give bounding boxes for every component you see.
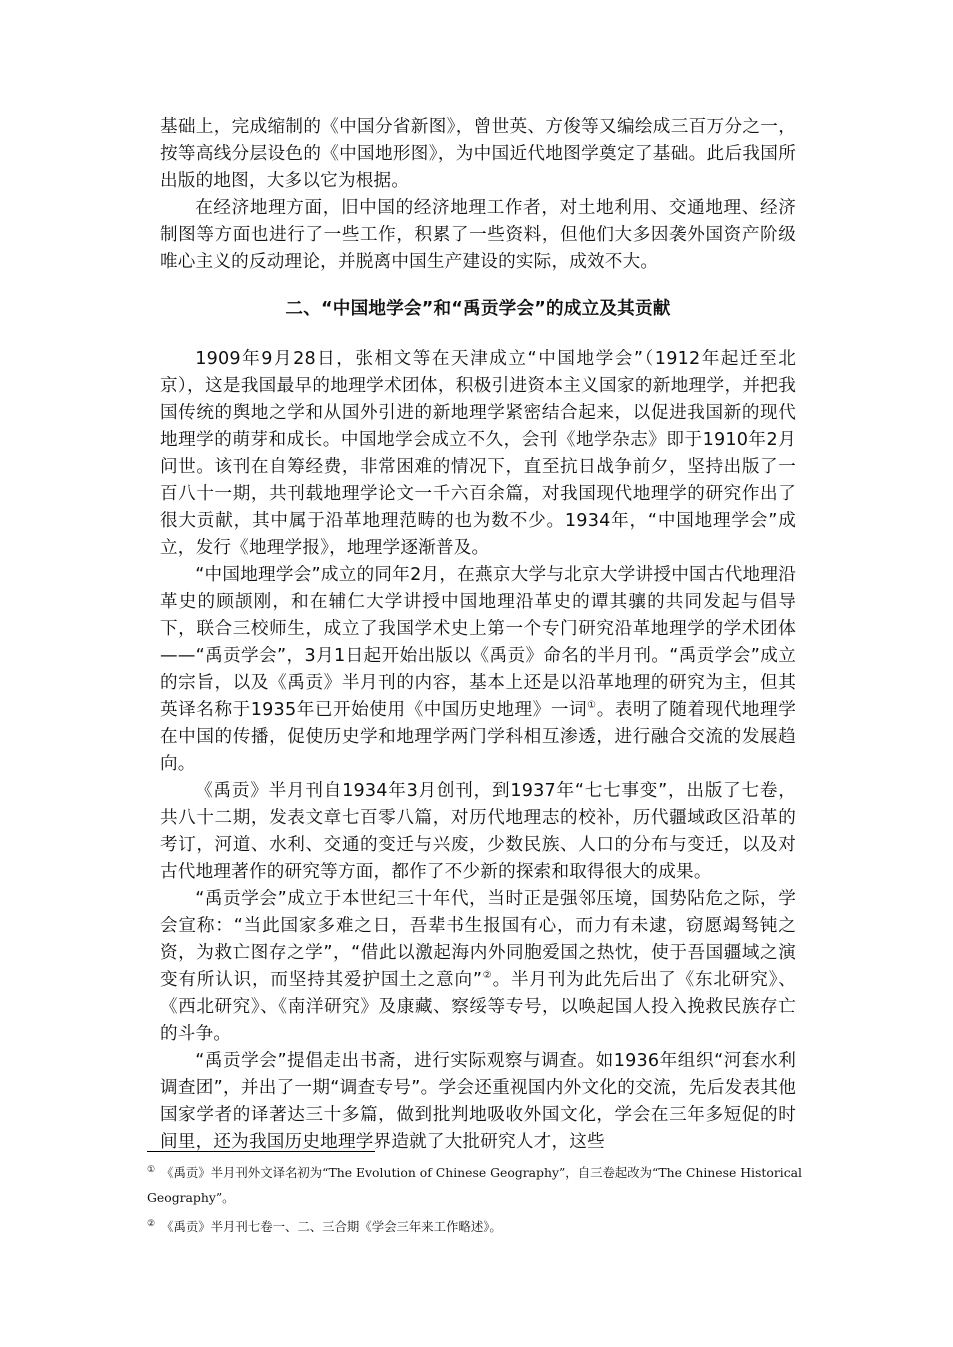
body-text xyxy=(160,114,796,1156)
paragraph-text: “禹贡学会”成立于本世纪三十年代，当时正是强邻压境，国势阽危之际，学会宣称：“当此国家多难之日，吾辈书生报国有心，而力有未逮，窃愿竭驽钝之资，为救亡图存之学”，“借此以激起海内外同胞爱国之热忱，使于吾国疆域之演变有所认识，而坚持其爱护国土之意向” xyxy=(160,889,796,990)
paragraph-geographic-society: 1909年9月28日，张相文等在天津成立“中国地学会”（1912年起迁至北京），这是我国最早的地理学术团体，积极引进资本主义国家的新地理学，并把我国传统的舆地之学和从国外引进的新地理学紧密结合起来，以促进我国新的现代地理学的萌芽和成长。中国地学会成立不久，会刊《地学杂志》即于1910年2月问世。该刊在自筹经费，非常困难的情况下，直至抗日战争前夕，坚持出版了一百八十一期，共刊载地理学论文一千六百余篇，对我国现代地理学的研究作出了很大贡献，其中属于沿革地理范畴的也为数不少。1934年，“中国地理学会”成立，发行《地理学报》，地理学逐渐普及。 xyxy=(160,349,796,558)
paragraph-field-investigation: “禹贡学会”提倡走出书斋，进行实际观察与调查。如1936年组织“河套水利调查团”，并出了一期“调查专号”。学会还重视国内外文化的交流，先后发表其他国家学者的译著达三十多篇，做到批判地吸收外国文化，学会在三年多短促的时间里，还为我国历史地理学界造就了大批研究人才，这些 xyxy=(160,1051,796,1152)
section-heading: 二、“中国地学会”和“禹贡学会”的成立及其贡献 xyxy=(285,299,671,319)
paragraph-text: 。半月刊为此先后出了《东北研究》、《西北研究》、《南洋研究》及康藏、察绥等专号，以唤起国人投入挽救民族存亡的斗争。 xyxy=(160,970,797,1044)
paragraph-text: 。表明了随着现代地理学在中国的传播，促使历史学和地理学两门学科相互渗透，进行融合交流的发展趋向。 xyxy=(160,700,797,774)
footnote-reference-2[interactable]: ② xyxy=(482,970,493,981)
footnote-text: 《禹贡》半月刊七卷一、二、三合期《学会三年来工作略述》。 xyxy=(161,1219,502,1234)
footnote-2 xyxy=(147,1214,817,1239)
paragraph-continued: 基础上，完成缩制的《中国分省新图》，曾世英、方俊等又编绘成三百万分之一，按等高线分层设色的《中国地形图》，为中国近代地图学奠定了基础。此后我国所出版的地图，大多以它为根据。 xyxy=(160,117,796,191)
paragraph-economic-geography: 在经济地理方面，旧中国的经济地理工作者，对土地利用、交通地理、经济制图等方面也进行了一些工作，积累了一些资料，但他们大多因袭外国资产阶级唯心主义的反动理论，并脱离中国生产建设的实际，成效不大。 xyxy=(160,198,796,272)
paragraph-yugong-founding xyxy=(160,562,796,778)
paragraph-text: “中国地理学会”成立的同年2月，在燕京大学与北京大学讲授中国古代地理沿革史的顾颉刚，和在辅仁大学讲授中国地理沿革史的谭其骧的共同发起与倡导下，联合三校师生，成立了我国学术史上第一个专门研究沿革地理学的学术团体——“禹贡学会”，3月1日起开始出版以《禹贡》命名的半月刊。“禹贡学会”成立的宗旨，以及《禹贡》半月刊的内容，基本上还是以沿革地理的研究为主，但其英译名称于1935年已开始使用《中国历史地理》一词 xyxy=(160,565,796,720)
footnote-mark: ① xyxy=(147,1165,156,1175)
footnote-separator xyxy=(147,1151,375,1152)
footnotes xyxy=(147,1160,817,1243)
footnote-text: 《禹贡》半月刊外文译名初为“The Evolution of Chinese Geography”，自三卷起改为“The Chinese Historical Geography”。 xyxy=(147,1165,802,1205)
paragraph-yugong-journal: 《禹贡》半月刊自1934年3月创刊，到1937年“七七事变”，出版了七卷，共八十二期，发表文章七百零八篇，对历代地理志的校补，历代疆域政区沿革的考订，河道、水利、交通的变迁与兴废，少数民族、人口的分布与变迁，以及对古代地理著作的研究等方面，都作了不少新的探索和取得很大的成果。 xyxy=(160,781,796,882)
footnote-mark: ② xyxy=(147,1219,156,1229)
footnote-1 xyxy=(147,1160,817,1210)
paragraph-yugong-patriotism xyxy=(160,886,796,1048)
footnote-reference-1[interactable]: ① xyxy=(587,700,597,711)
